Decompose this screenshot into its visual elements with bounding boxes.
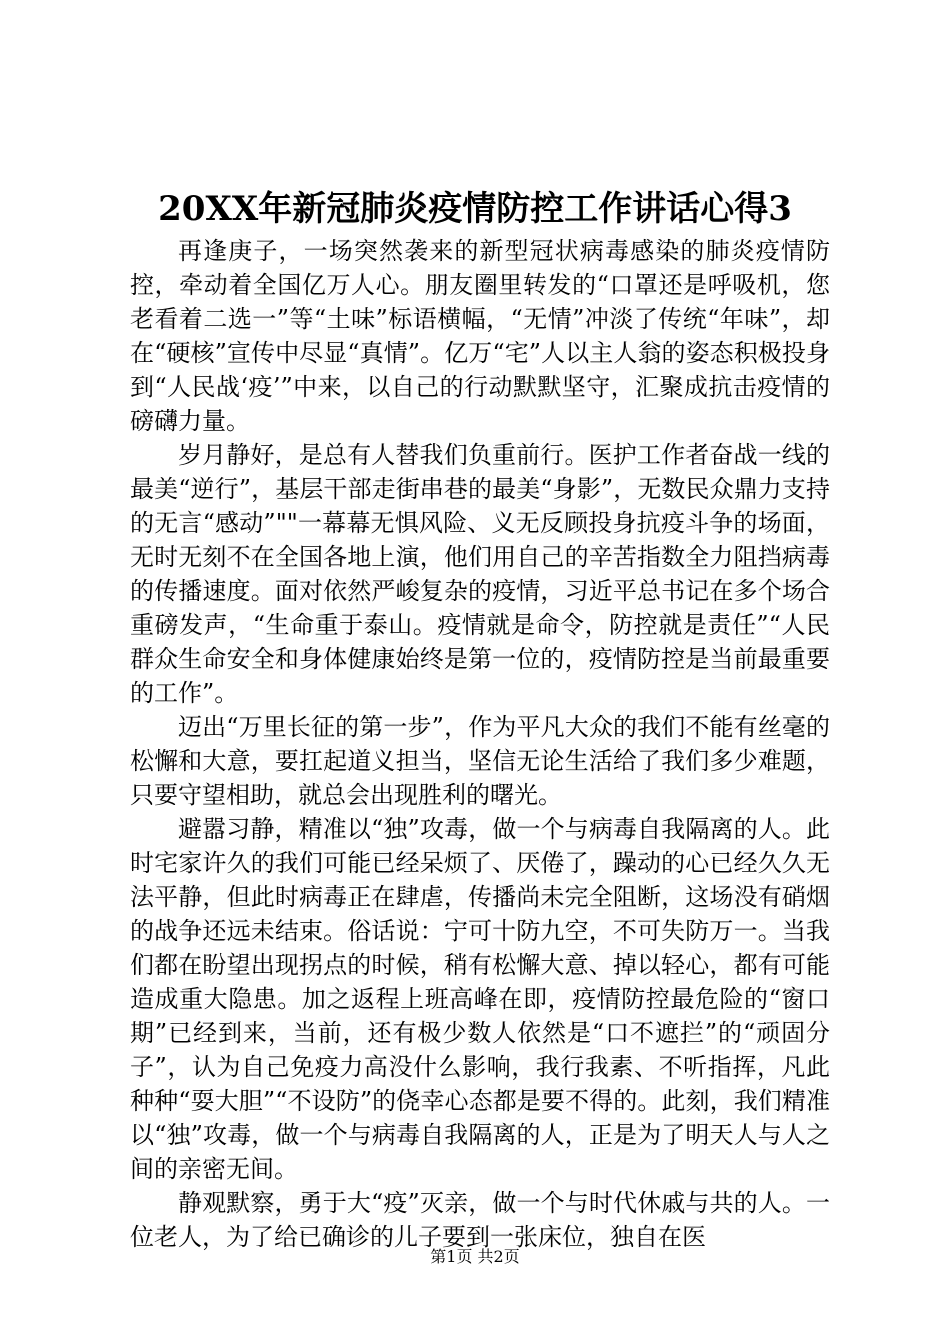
paragraph: 静观默察，勇于大“疫”灭亲，做一个与时代休戚与共的人。一位老人，为了给已确诊的儿子要到一张床位，独自在医: [130, 1189, 830, 1251]
paragraph: 迈出“万里长征的第一步”，作为平凡大众的我们不能有丝毫的松懈和大意，要扛起道义担当，坚信无论生活给了我们多少难题，只要守望相助，就总会出现胜利的曙光。: [130, 713, 830, 809]
paragraph: 再逢庚子，一场突然袭来的新型冠状病毒感染的肺炎疫情防控，牵动着全国亿万人心。朋友圈里转发的“口罩还是呼吸机，您老看着二选一”等“土味”标语横幅，“无情”冲淡了传统“年味”，却在“硬核”宣传中尽显“真情”。亿万“宅”人以主人翁的姿态积极投身到“人民战‘疫’”中来，以自己的行动默默坚守，汇聚成抗击疫情的磅礴力量。: [130, 237, 830, 435]
document-body: [130, 234, 830, 1254]
paragraph: 避嚣习静，精准以“独”攻毒，做一个与病毒自我隔离的人。此时宅家许久的我们可能已经呆烦了、厌倦了，躁动的心已经久久无法平静，但此时病毒正在肆虐，传播尚未完全阻断，这场没有硝烟的战争还远未结束。俗话说：宁可十防九空，不可失防万一。当我们都在盼望出现拐点的时候，稍有松懈大意、掉以轻心，都有可能造成重大隐患。加之返程上班高峰在即，疫情防控最危险的“窗口期”已经到来，当前，还有极少数人依然是“口不遮拦”的“顽固分子”，认为自己免疫力高没什么影响，我行我素、不听指挥，凡此种种“耍大胆”“不设防”的侥幸心态都是要不得的。此刻，我们精准以“独”攻毒，做一个与病毒自我隔离的人，正是为了明天人与人之间的亲密无间。: [130, 815, 830, 1183]
document-title: 20XX年新冠肺炎疫情防控工作讲话心得3: [158, 189, 792, 229]
page-footer: 第1页 共2页: [430, 1247, 520, 1266]
paragraph: 岁月静好，是总有人替我们负重前行。医护工作者奋战一线的最美“逆行”，基层干部走街串巷的最美“身影”，无数民众鼎力支持的无言“感动”""一幕幕无惧风险、义无反顾投身抗疫斗争的场面，无时无刻不在全国各地上演，他们用自己的辛苦指数全力阻挡病毒的传播速度。面对依然严峻复杂的疫情，习近平总书记在多个场合重磅发声，“生命重于泰山。疫情就是命令，防控就是责任”“人民群众生命安全和身体健康始终是第一位的，疫情防控是当前最重要的工作”。: [130, 441, 830, 707]
